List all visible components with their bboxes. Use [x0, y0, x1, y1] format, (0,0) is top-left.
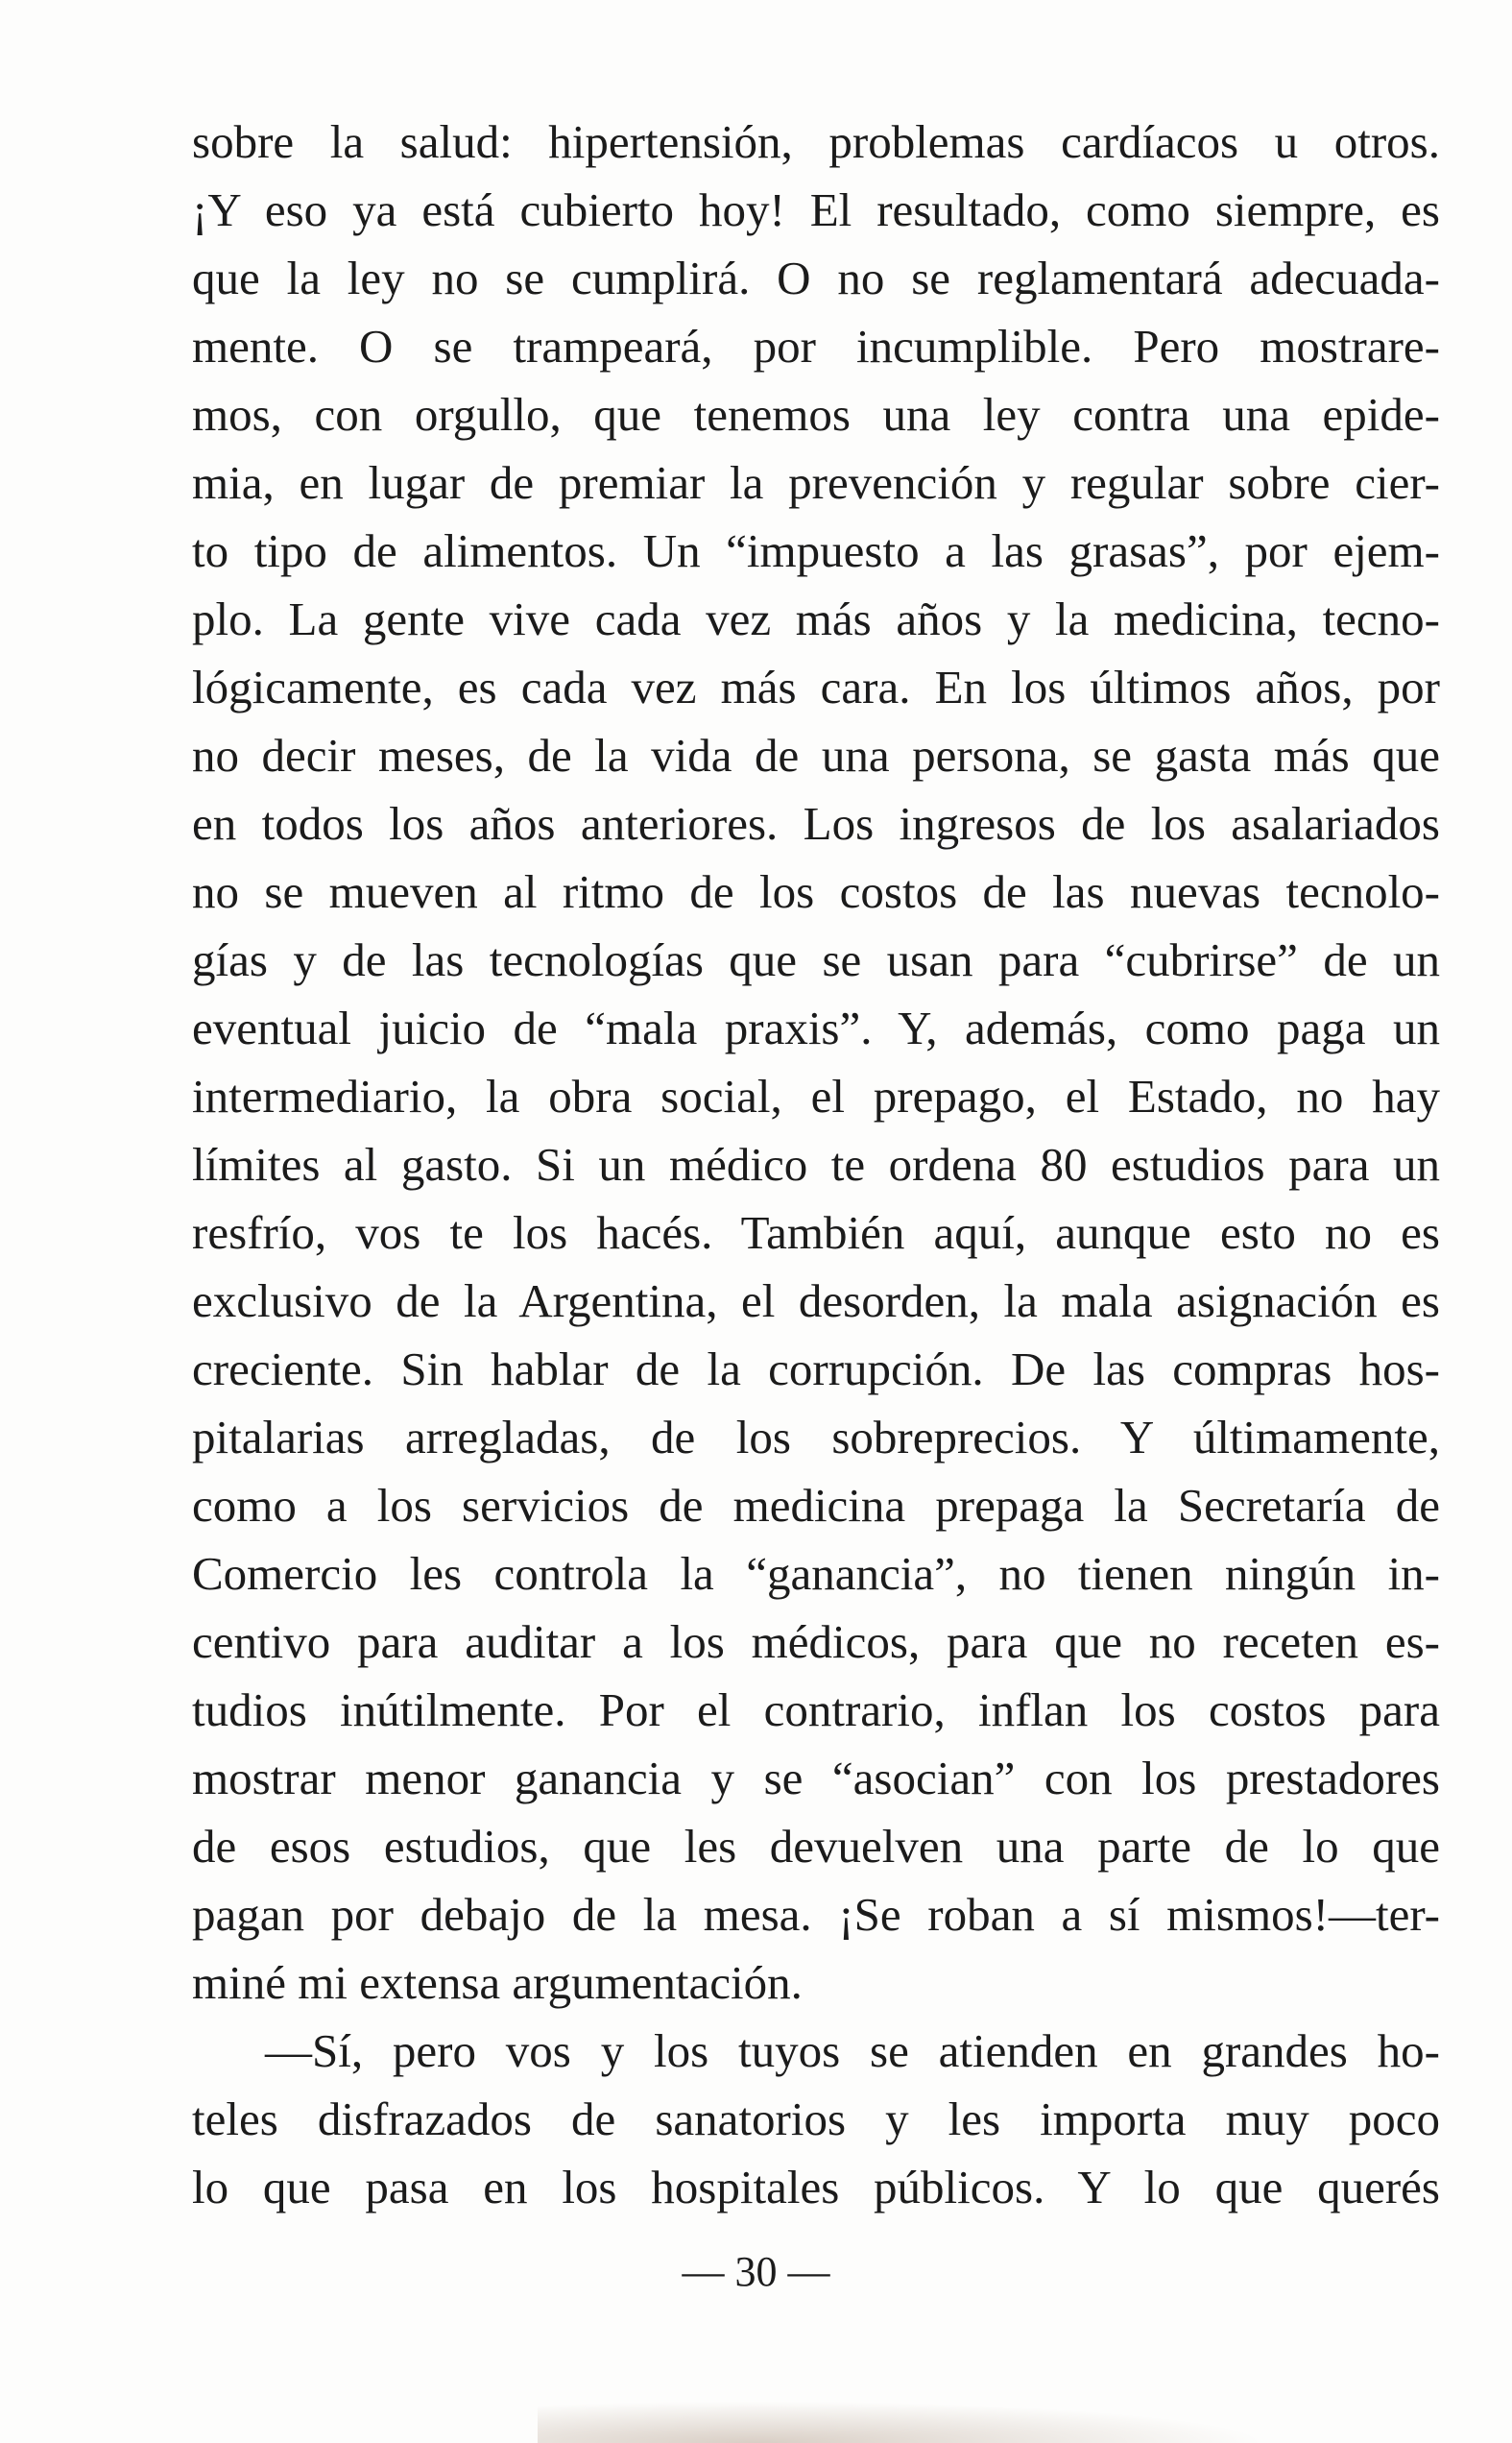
text-line: en todos los años anteriores. Los ingresos de los asalariados — [192, 797, 1440, 850]
body-text — [192, 108, 1440, 2221]
text-line: pagan por debajo de la mesa. ¡Se roban a sí mismos!—ter- — [192, 1888, 1440, 1941]
paragraph-end-line: miné mi extensa argumentación. — [192, 1956, 803, 2009]
text-line: que la ley no se cumplirá. O no se reglamentará adecuada- — [192, 252, 1440, 304]
text-line: lo que pasa en los hospitales públicos. Y lo que querés — [192, 2161, 1440, 2213]
text-line: mente. O se trampeará, por incumplible. Pero mostrare- — [192, 320, 1440, 373]
text-line: ¡Y eso ya está cubierto hoy! El resultado, como siempre, es — [192, 183, 1440, 236]
text-line: mostrar menor ganancia y se “asocian” con los prestadores — [192, 1752, 1440, 1804]
text-line: resfrío, vos te los hacés. También aquí, aunque esto no es — [192, 1206, 1440, 1259]
text-line: de esos estudios, que les devuelven una parte de lo que — [192, 1820, 1440, 1873]
text-line: teles disfrazados de sanatorios y les importa muy poco — [192, 2092, 1440, 2145]
text-line: límites al gasto. Si un médico te ordena 80 estudios para un — [192, 1138, 1440, 1191]
text-line: no se mueven al ritmo de los costos de las nuevas tecnolo- — [192, 865, 1440, 918]
text-line: como a los servicios de medicina prepaga la Secretaría de — [192, 1479, 1440, 1532]
text-line: to tipo de alimentos. Un “impuesto a las grasas”, por ejem- — [192, 524, 1440, 577]
text-line: intermediario, la obra social, el prepago, el Estado, no hay — [192, 1070, 1440, 1123]
text-line: gías y de las tecnologías que se usan para “cubrirse” de un — [192, 933, 1440, 986]
text-line: plo. La gente vive cada vez más años y la medicina, tecno- — [192, 593, 1440, 645]
text-line: centivo para auditar a los médicos, para que no receten es- — [192, 1615, 1440, 1668]
text-line: eventual juicio de “mala praxis”. Y, además, como paga un — [192, 1002, 1440, 1054]
text-line: Comercio les controla la “ganancia”, no tienen ningún in- — [192, 1547, 1440, 1600]
text-line: lógicamente, es cada vez más cara. En los últimos años, por — [192, 661, 1440, 714]
text-line: no decir meses, de la vida de una persona, se gasta más que — [192, 729, 1440, 782]
text-line: creciente. Sin hablar de la corrupción. De las compras hos- — [192, 1342, 1440, 1395]
text-line: mia, en lugar de premiar la prevención y regular sobre cier- — [192, 456, 1440, 509]
dialogue-line: —Sí, pero vos y los tuyos se atienden en grandes ho- — [265, 2024, 1440, 2077]
text-line: pitalarias arregladas, de los sobreprecios. Y últimamente, — [192, 1411, 1440, 1463]
scan-smudge — [538, 2401, 1267, 2443]
text-line: tudios inútilmente. Por el contrario, inflan los costos para — [192, 1683, 1440, 1736]
text-line: mos, con orgullo, que tenemos una ley contra una epide- — [192, 388, 1440, 441]
text-line: exclusivo de la Argentina, el desorden, la mala asignación es — [192, 1274, 1440, 1327]
page-number: — 30 — — [682, 2248, 830, 2295]
text-line: sobre la salud: hipertensión, problemas cardíacos u otros. — [192, 115, 1440, 168]
